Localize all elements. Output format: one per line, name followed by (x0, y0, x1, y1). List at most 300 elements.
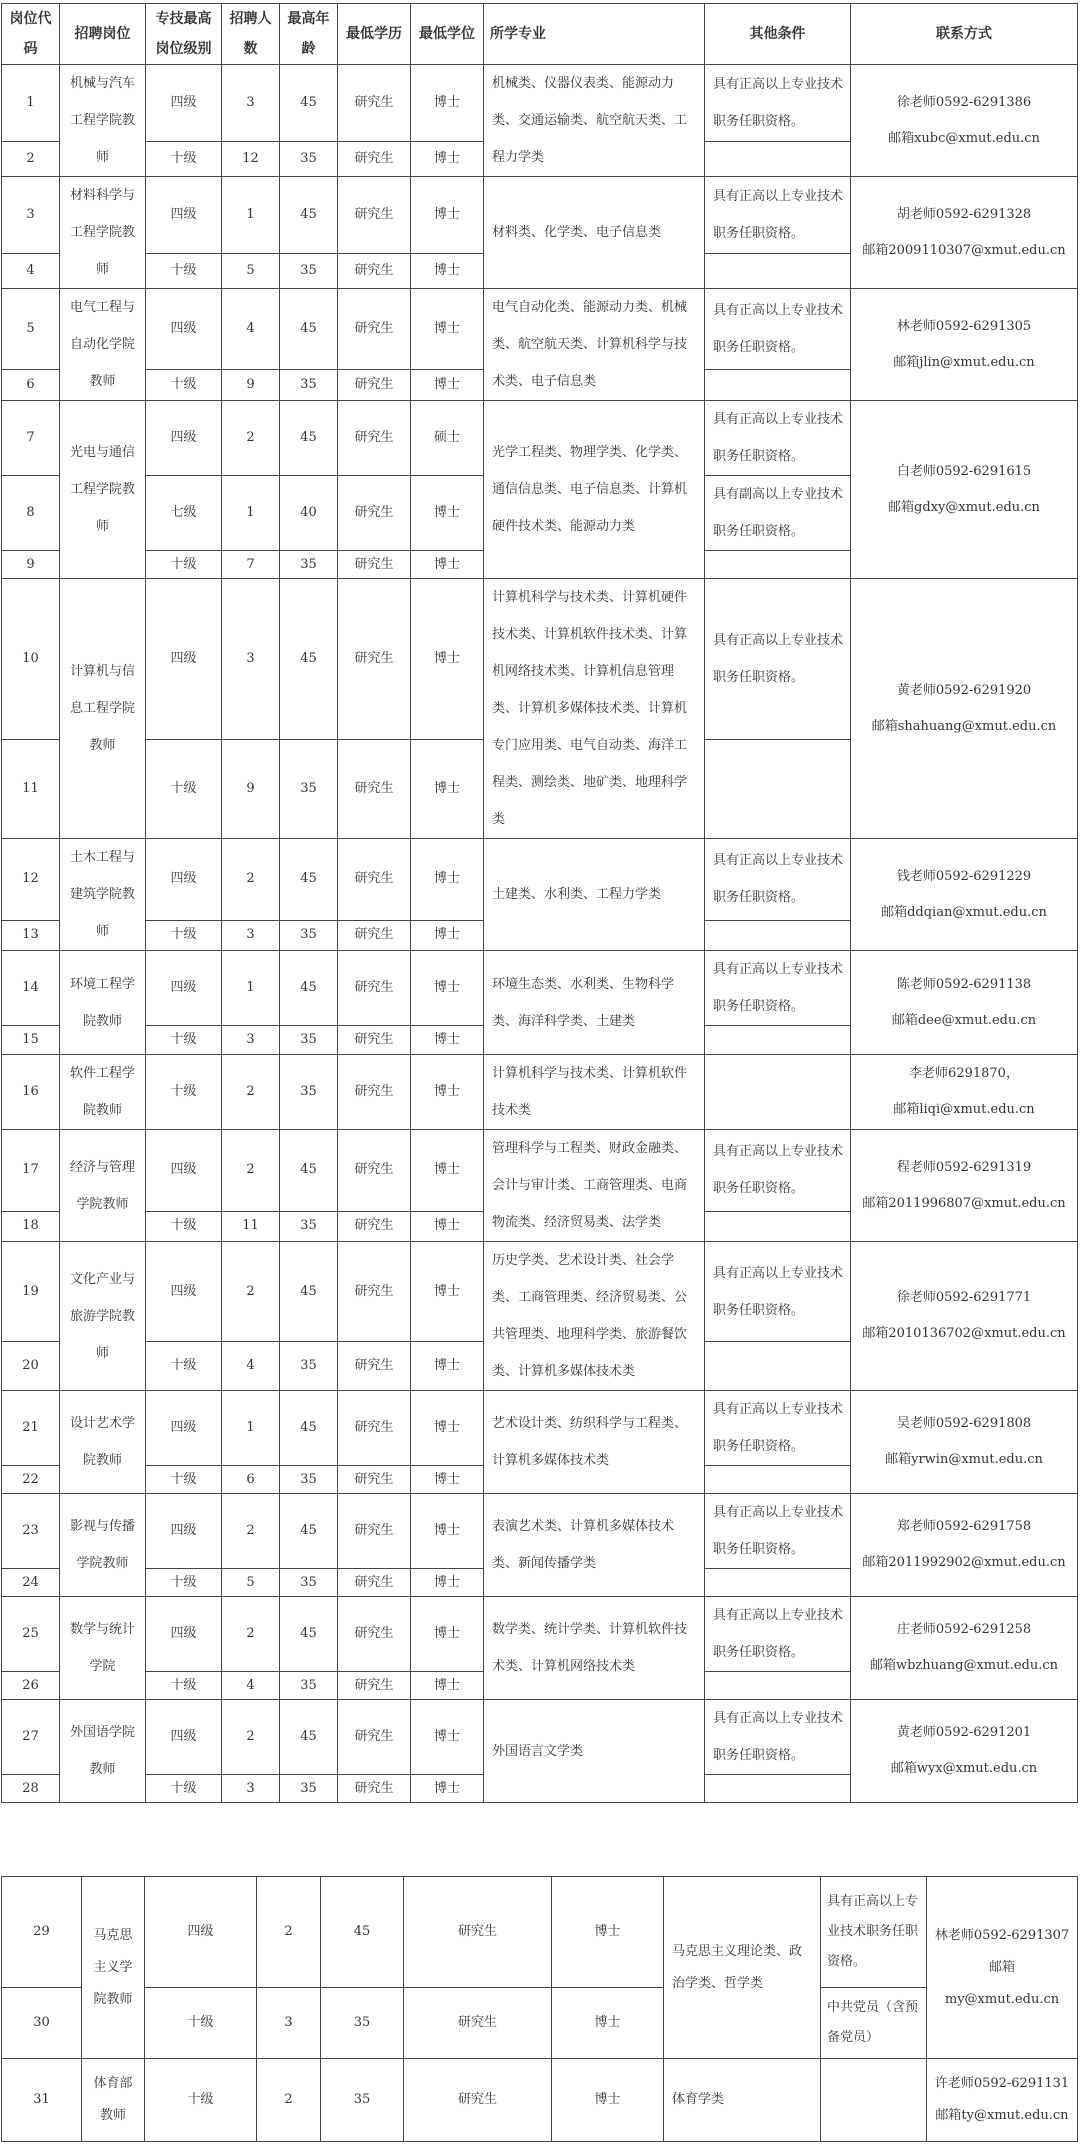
position-code: 26 (2, 1672, 60, 1700)
hire-count: 1 (222, 177, 280, 254)
post-level: 四级 (146, 839, 222, 921)
post-name: 机械与汽车工程学院教师 (60, 65, 146, 177)
post-level: 四级 (146, 951, 222, 1026)
other-condition: 具有正高以上专业技术职务任职资格。 (705, 579, 851, 740)
position-code: 15 (2, 1026, 60, 1055)
min-education: 研究生 (404, 1877, 552, 1988)
post-level: 四级 (146, 65, 222, 142)
contact-info (851, 1700, 1078, 1803)
other-condition: 具有正高以上专业技术职务任职资格。 (705, 1700, 851, 1775)
position-code: 14 (2, 951, 60, 1026)
min-education: 研究生 (338, 1494, 411, 1569)
min-degree: 博士 (411, 476, 484, 551)
other-condition (705, 1026, 851, 1055)
max-age: 35 (280, 1775, 338, 1803)
major-requirement: 土建类、水利类、工程力学类 (484, 839, 705, 951)
post-level: 十级 (146, 1055, 222, 1130)
post-level: 十级 (146, 1775, 222, 1803)
max-age: 45 (280, 1700, 338, 1775)
other-condition: 具有正高以上专业技术职务任职资格。 (821, 1877, 927, 1988)
contact-email[interactable]: 邮箱dee@xmut.edu.cn (891, 1012, 1037, 1028)
contact-info (851, 1130, 1078, 1242)
contact-info (851, 951, 1078, 1055)
contact-info (851, 177, 1078, 289)
min-education: 研究生 (338, 951, 411, 1026)
post-level: 十级 (146, 1569, 222, 1597)
min-education: 研究生 (338, 1569, 411, 1597)
max-age: 35 (321, 1988, 404, 2059)
min-education: 研究生 (338, 1055, 411, 1130)
contact-phone: 钱老师0592-6291229 (896, 868, 1032, 884)
min-education: 研究生 (338, 476, 411, 551)
position-code: 2 (2, 142, 60, 177)
other-condition: 具有正高以上专业技术职务任职资格。 (705, 1597, 851, 1672)
header-level: 专技最高岗位级别 (146, 4, 222, 65)
position-code: 10 (2, 579, 60, 740)
contact-email[interactable]: 邮箱yrwin@xmut.edu.cn (885, 1452, 1043, 1467)
other-condition (705, 1569, 851, 1597)
header-contact: 联系方式 (851, 4, 1078, 65)
max-age: 35 (280, 142, 338, 177)
hire-count: 6 (222, 1466, 280, 1494)
position-code: 9 (2, 551, 60, 579)
min-education: 研究生 (338, 401, 411, 476)
other-condition (705, 1466, 851, 1494)
min-education: 研究生 (338, 1130, 411, 1212)
position-code: 3 (2, 177, 60, 254)
contact-info (851, 579, 1078, 839)
header-major: 所学专业 (484, 4, 705, 65)
post-level: 十级 (145, 2059, 257, 2142)
max-age: 35 (280, 1055, 338, 1130)
hire-count: 3 (222, 65, 280, 142)
min-education: 研究生 (338, 920, 411, 950)
major-requirement: 计算机科学与技术类、计算机软件技术类 (484, 1055, 705, 1130)
other-condition: 具有正高以上专业技术职务任职资格。 (705, 65, 851, 142)
contact-phone: 陈老师0592-6291138 (896, 976, 1032, 992)
table-row (2, 839, 1078, 921)
min-education: 研究生 (338, 1391, 411, 1466)
max-age: 35 (280, 920, 338, 950)
max-age: 45 (280, 177, 338, 254)
other-condition (705, 1211, 851, 1241)
hire-count: 1 (222, 476, 280, 551)
contact-phone: 胡老师0592-6291328 (896, 206, 1032, 222)
post-name: 文化产业与旅游学院教师 (60, 1242, 146, 1391)
min-degree: 博士 (411, 1597, 484, 1672)
post-level: 十级 (146, 920, 222, 950)
min-education: 研究生 (338, 1026, 411, 1055)
post-level: 十级 (146, 1026, 222, 1055)
max-age: 35 (280, 1466, 338, 1494)
post-name: 体育部教师 (82, 2059, 145, 2142)
hire-count: 3 (222, 920, 280, 950)
other-condition: 具有正高以上专业技术职务任职资格。 (705, 1494, 851, 1569)
contact-email[interactable]: 邮箱2011996807@xmut.edu.cn (862, 1195, 1066, 1211)
min-degree: 博士 (411, 1494, 484, 1569)
min-degree: 博士 (411, 142, 484, 177)
max-age: 40 (280, 476, 338, 551)
post-level: 四级 (146, 177, 222, 254)
max-age: 35 (280, 551, 338, 579)
other-condition (705, 1775, 851, 1803)
post-name: 数学与统计学院 (60, 1597, 146, 1700)
table-row (2, 579, 1078, 740)
post-level: 四级 (146, 579, 222, 740)
min-degree: 博士 (411, 254, 484, 289)
max-age: 35 (280, 1026, 338, 1055)
min-education: 研究生 (338, 369, 411, 400)
hire-count: 12 (222, 142, 280, 177)
min-degree: 博士 (411, 1130, 484, 1212)
min-degree: 博士 (411, 1342, 484, 1391)
min-education: 研究生 (338, 551, 411, 579)
hire-count: 2 (222, 1242, 280, 1342)
min-degree: 博士 (411, 1391, 484, 1466)
post-level: 十级 (146, 1672, 222, 1700)
position-code: 22 (2, 1466, 60, 1494)
hire-count: 2 (222, 839, 280, 921)
position-code: 16 (2, 1055, 60, 1130)
post-level: 七级 (146, 476, 222, 551)
major-requirement: 马克思主义理论类、政治学类、哲学类 (664, 1877, 821, 2059)
contact-info (851, 839, 1078, 951)
contact-phone: 徐老师0592-6291771 (896, 1290, 1032, 1305)
min-degree: 博士 (411, 1466, 484, 1494)
max-age: 45 (280, 1494, 338, 1569)
post-level: 十级 (146, 142, 222, 177)
header-row (2, 4, 1078, 65)
hire-count: 2 (222, 1700, 280, 1775)
min-degree: 博士 (411, 951, 484, 1026)
position-code: 8 (2, 476, 60, 551)
contact-email[interactable]: 邮箱wbzhuang@xmut.edu.cn (869, 1658, 1059, 1673)
major-requirement: 艺术设计类、纺织科学与工程类、计算机多媒体技术类 (484, 1391, 705, 1494)
min-degree: 博士 (411, 1026, 484, 1055)
header-cond: 其他条件 (705, 4, 851, 65)
other-condition: 具有正高以上专业技术职务任职资格。 (705, 177, 851, 254)
post-level: 四级 (146, 401, 222, 476)
table-row (2, 1242, 1078, 1342)
post-name: 材料科学与工程学院教师 (60, 177, 146, 289)
contact-phone: 郑老师0592-6291758 (896, 1519, 1032, 1534)
major-requirement: 表演艺术类、计算机多媒体技术类、新闻传播学类 (484, 1494, 705, 1597)
post-name: 影视与传播学院教师 (60, 1494, 146, 1597)
position-code: 23 (2, 1494, 60, 1569)
table-row (2, 65, 1078, 142)
min-degree: 博士 (552, 2059, 664, 2142)
contact-email[interactable]: 邮箱xubc@xmut.edu.cn (888, 130, 1040, 146)
hire-count: 3 (257, 1988, 321, 2059)
contact-phone: 白老师0592-6291615 (896, 463, 1032, 479)
max-age: 45 (280, 289, 338, 370)
position-code: 19 (2, 1242, 60, 1342)
max-age: 35 (321, 2059, 404, 2142)
contact-email[interactable]: 邮箱2011992902@xmut.edu.cn (862, 1555, 1066, 1570)
min-degree: 博士 (411, 1700, 484, 1775)
position-code: 17 (2, 1130, 60, 1212)
contact-phone: 黄老师0592-6291201 (896, 1725, 1032, 1740)
min-degree: 博士 (411, 839, 484, 921)
min-education: 研究生 (338, 1775, 411, 1803)
position-code: 28 (2, 1775, 60, 1803)
table-row (2, 1988, 1078, 2059)
position-code: 29 (2, 1877, 82, 1988)
max-age: 35 (280, 1342, 338, 1391)
hire-count: 9 (222, 369, 280, 400)
hire-count: 3 (222, 1026, 280, 1055)
max-age: 45 (280, 839, 338, 921)
table-row (2, 951, 1078, 1026)
max-age: 45 (280, 1597, 338, 1672)
other-condition (705, 369, 851, 400)
hire-count: 2 (222, 1055, 280, 1130)
major-requirement: 历史学类、艺术设计类、社会学类、工商管理类、经济贸易类、公共管理类、地理科学类、旅游餐饮类、计算机多媒体技术类 (484, 1242, 705, 1391)
min-degree: 博士 (411, 740, 484, 839)
hire-count: 4 (222, 1342, 280, 1391)
position-code: 4 (2, 254, 60, 289)
post-level: 四级 (146, 1494, 222, 1569)
recruitment-table-2 (1, 1876, 1078, 2142)
max-age: 45 (280, 579, 338, 740)
major-requirement: 计算机科学与技术类、计算机硬件技术类、计算机软件技术类、计算机网络技术类、计算机信息管理类、计算机多媒体技术类、计算机专门应用类、电气自动类、海洋工程类、测绘类、地矿类、地理科学类 (484, 579, 705, 839)
position-code: 25 (2, 1597, 60, 1672)
post-name: 环境工程学院教师 (60, 951, 146, 1055)
position-code: 6 (2, 369, 60, 400)
min-degree: 博士 (411, 1242, 484, 1342)
table-row (2, 1391, 1078, 1466)
contact-info (851, 1494, 1078, 1597)
min-education: 研究生 (338, 1466, 411, 1494)
post-name: 外国语学院教师 (60, 1700, 146, 1803)
max-age: 35 (280, 1569, 338, 1597)
hire-count: 2 (222, 401, 280, 476)
position-code: 27 (2, 1700, 60, 1775)
other-condition: 具有正高以上专业技术职务任职资格。 (705, 839, 851, 921)
min-degree: 博士 (411, 920, 484, 950)
other-condition: 具有正高以上专业技术职务任职资格。 (705, 951, 851, 1026)
position-code: 5 (2, 289, 60, 370)
min-education: 研究生 (338, 1211, 411, 1241)
post-name: 光电与通信工程学院教师 (60, 401, 146, 579)
min-degree: 硕士 (411, 401, 484, 476)
contact-email[interactable]: 邮箱my@xmut.edu.cn (944, 1959, 1060, 2007)
max-age: 45 (280, 951, 338, 1026)
other-condition (705, 142, 851, 177)
other-condition: 具有副高以上专业技术职务任职资格。 (705, 476, 851, 551)
position-code: 7 (2, 401, 60, 476)
other-condition: 具有正高以上专业技术职务任职资格。 (705, 401, 851, 476)
min-education: 研究生 (338, 839, 411, 921)
position-code: 1 (2, 65, 60, 142)
min-education: 研究生 (338, 740, 411, 839)
contact-email[interactable]: 邮箱wyx@xmut.edu.cn (890, 1761, 1038, 1776)
post-level: 四级 (146, 289, 222, 370)
max-age: 45 (280, 1242, 338, 1342)
header-code: 岗位代码 (2, 4, 60, 65)
hire-count: 3 (222, 579, 280, 740)
other-condition (705, 254, 851, 289)
post-name: 经济与管理学院教师 (60, 1130, 146, 1242)
hire-count: 11 (222, 1211, 280, 1241)
min-degree: 博士 (411, 369, 484, 400)
position-code: 18 (2, 1211, 60, 1241)
contact-info (851, 1055, 1078, 1130)
min-degree: 博士 (411, 177, 484, 254)
post-level: 十级 (145, 1988, 257, 2059)
hire-count: 5 (222, 1569, 280, 1597)
max-age: 45 (280, 65, 338, 142)
contact-phone: 李老师6291870， (909, 1066, 1019, 1081)
post-level: 四级 (146, 1391, 222, 1466)
hire-count: 4 (222, 1672, 280, 1700)
contact-info (851, 289, 1078, 401)
contact-email[interactable]: 邮箱shahuang@xmut.edu.cn (871, 718, 1057, 734)
major-requirement: 外国语言文学类 (484, 1700, 705, 1803)
major-requirement: 环境生态类、水利类、生物科学类、海洋科学类、土建类 (484, 951, 705, 1055)
table-row (2, 289, 1078, 370)
min-degree: 博士 (411, 1055, 484, 1130)
contact-phone: 许老师0592-6291131 (934, 2076, 1070, 2091)
recruitment-table (1, 3, 1078, 1803)
position-code: 31 (2, 2059, 82, 2142)
contact-phone: 徐老师0592-6291386 (896, 94, 1032, 110)
max-age: 45 (280, 401, 338, 476)
contact-phone: 林老师0592-6291307 (934, 1927, 1070, 1943)
other-condition: 具有正高以上专业技术职务任职资格。 (705, 1391, 851, 1466)
table-row (2, 177, 1078, 254)
max-age: 35 (280, 1672, 338, 1700)
contact-phone: 程老师0592-6291319 (896, 1159, 1032, 1175)
other-condition (705, 1672, 851, 1700)
other-condition (705, 551, 851, 579)
min-degree: 博士 (552, 1877, 664, 1988)
other-condition: 具有正高以上专业技术职务任职资格。 (705, 289, 851, 370)
contact-email[interactable]: 邮箱2009110307@xmut.edu.cn (862, 242, 1066, 258)
min-degree: 博士 (552, 1988, 664, 2059)
other-condition (705, 1342, 851, 1391)
post-level: 四级 (146, 1597, 222, 1672)
post-name: 计算机与信息工程学院教师 (60, 579, 146, 839)
min-education: 研究生 (404, 1988, 552, 2059)
position-code: 20 (2, 1342, 60, 1391)
contact-info (851, 65, 1078, 177)
table-row (2, 401, 1078, 476)
other-condition: 具有正高以上专业技术职务任职资格。 (705, 1242, 851, 1342)
major-requirement: 材料类、化学类、电子信息类 (484, 177, 705, 289)
other-condition: 中共党员（含预备党员） (821, 1988, 927, 2059)
post-level: 十级 (146, 1342, 222, 1391)
min-education: 研究生 (338, 142, 411, 177)
table-row (2, 2059, 1078, 2142)
min-degree: 博士 (411, 551, 484, 579)
min-education: 研究生 (338, 177, 411, 254)
table-row (2, 1597, 1078, 1672)
contact-phone: 吴老师0592-6291808 (896, 1416, 1032, 1431)
major-requirement: 数学类、统计学类、计算机软件技术类、计算机网络技术类 (484, 1597, 705, 1700)
contact-email[interactable]: 邮箱ddqian@xmut.edu.cn (881, 904, 1047, 920)
max-age: 35 (280, 740, 338, 839)
position-code: 12 (2, 839, 60, 921)
contact-info (851, 1391, 1078, 1494)
position-code: 30 (2, 1988, 82, 2059)
hire-count: 5 (222, 254, 280, 289)
max-age: 45 (321, 1877, 404, 1988)
max-age: 35 (280, 1211, 338, 1241)
major-requirement: 光学工程类、物理学类、化学类、通信信息类、电子信息类、计算机硬件技术类、能源动力类 (484, 401, 705, 579)
post-level: 十级 (146, 254, 222, 289)
major-requirement: 电气自动化类、能源动力类、机械类、航空航天类、计算机科学与技术类、电子信息类 (484, 289, 705, 401)
contact-email[interactable]: 邮箱2010136702@xmut.edu.cn (862, 1326, 1066, 1341)
hire-count: 3 (222, 1775, 280, 1803)
table-row (2, 1055, 1078, 1130)
min-education: 研究生 (338, 289, 411, 370)
contact-email[interactable]: 邮箱jlin@xmut.edu.cn (893, 354, 1035, 370)
post-name: 土木工程与建筑学院教师 (60, 839, 146, 951)
min-degree: 博士 (411, 289, 484, 370)
hire-count: 2 (257, 1877, 321, 1988)
other-condition (705, 920, 851, 950)
header-count: 招聘人数 (222, 4, 280, 65)
other-condition: 具有正高以上专业技术职务任职资格。 (705, 1130, 851, 1212)
min-education: 研究生 (338, 1700, 411, 1775)
hire-count: 1 (222, 951, 280, 1026)
contact-email[interactable]: 邮箱ty@xmut.edu.cn (935, 2108, 1069, 2123)
post-level: 十级 (146, 551, 222, 579)
min-education: 研究生 (338, 1342, 411, 1391)
contact-email[interactable]: 邮箱gdxy@xmut.edu.cn (888, 499, 1040, 515)
post-name: 马克思主义学院教师 (82, 1877, 145, 2059)
min-degree: 博士 (411, 1672, 484, 1700)
other-condition (705, 1055, 851, 1130)
other-condition (821, 2059, 927, 2142)
table-row (2, 1130, 1078, 1212)
position-code: 11 (2, 740, 60, 839)
major-requirement: 管理科学与工程类、财政金融类、会计与审计类、工商管理类、电商物流类、经济贸易类、法学类 (484, 1130, 705, 1242)
header-age: 最高年龄 (280, 4, 338, 65)
hire-count: 2 (257, 2059, 321, 2142)
position-code: 21 (2, 1391, 60, 1466)
post-level: 四级 (146, 1700, 222, 1775)
table-row (2, 1877, 1078, 1988)
min-education: 研究生 (338, 1597, 411, 1672)
post-level: 十级 (146, 1466, 222, 1494)
post-level: 十级 (146, 369, 222, 400)
post-name: 设计艺术学院教师 (60, 1391, 146, 1494)
post-name: 软件工程学院教师 (60, 1055, 146, 1130)
post-name: 电气工程与自动化学院教师 (60, 289, 146, 401)
contact-info (927, 1877, 1078, 2059)
min-degree: 博士 (411, 579, 484, 740)
hire-count: 2 (222, 1130, 280, 1212)
hire-count: 9 (222, 740, 280, 839)
hire-count: 1 (222, 1391, 280, 1466)
contact-email[interactable]: 邮箱liqi@xmut.edu.cn (893, 1102, 1035, 1117)
min-education: 研究生 (338, 65, 411, 142)
major-requirement: 体育学类 (664, 2059, 821, 2142)
contact-info (851, 401, 1078, 579)
header-edu: 最低学历 (338, 4, 411, 65)
hire-count: 2 (222, 1494, 280, 1569)
min-degree: 博士 (411, 65, 484, 142)
contact-info (927, 2059, 1078, 2142)
contact-phone: 黄老师0592-6291920 (896, 682, 1032, 698)
min-education: 研究生 (338, 1242, 411, 1342)
min-education: 研究生 (338, 1672, 411, 1700)
contact-phone: 庄老师0592-6291258 (896, 1622, 1032, 1637)
min-education: 研究生 (338, 254, 411, 289)
contact-info (851, 1242, 1078, 1391)
